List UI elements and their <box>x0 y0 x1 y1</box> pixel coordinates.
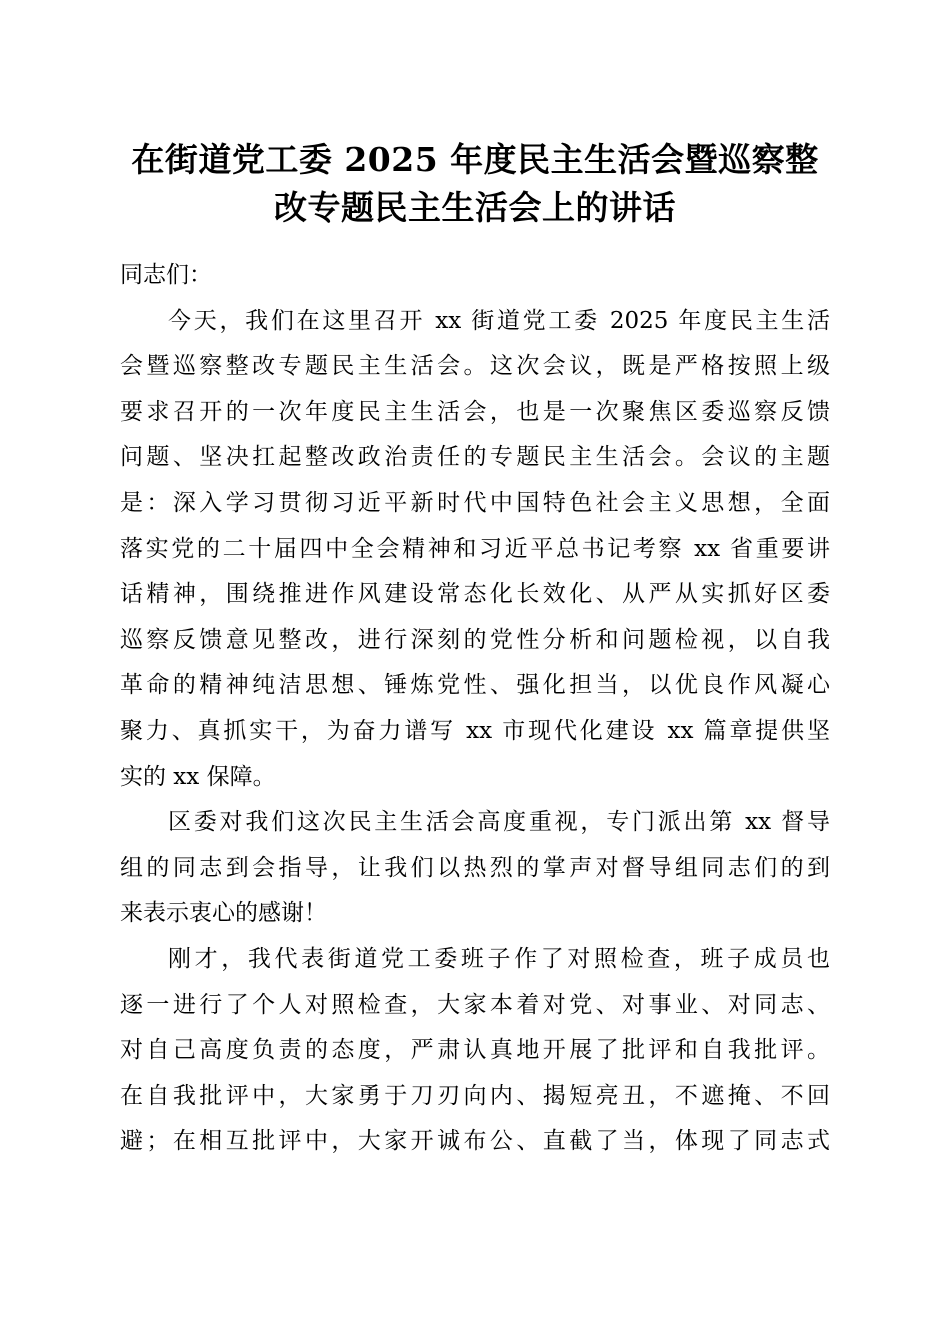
paragraph-line: 革命的精神纯洁思想、锤炼党性、强化担当，以优良作风凝心 <box>120 672 830 699</box>
paragraph-line: 避；在相互批评中，大家开诚布公、直截了当，体现了同志式 <box>120 1128 830 1155</box>
paragraph-line: 在自我批评中，大家勇于刀刃向内、揭短亮丑，不遮掩、不回 <box>120 1082 830 1109</box>
paragraph-2 <box>120 800 830 937</box>
paragraph-line: 来表示衷心的感谢！ <box>120 900 327 927</box>
paragraph-line: 今天，我们在这里召开 xx 街道党工委 2025 年度民主生活 <box>168 307 830 334</box>
paragraph-line: 逐一进行了个人对照检查，大家本着对党、对事业、对同志、 <box>120 991 830 1018</box>
paragraph-line: 话精神，围绕推进作风建设常态化长效化、从严从实抓好区委 <box>120 581 830 608</box>
paragraph-line: 实的 xx 保障。 <box>120 763 276 790</box>
paragraph-line: 会暨巡察整改专题民主生活会。这次会议，既是严格按照上级 <box>120 353 830 380</box>
paragraph-line: 组的同志到会指导，让我们以热烈的掌声对督导组同志们的到 <box>120 854 830 881</box>
salutation: 同志们： <box>120 262 212 288</box>
paragraph-line: 巡察反馈意见整改，进行深刻的党性分析和问题检视，以自我 <box>120 626 830 653</box>
paragraph-line: 区委对我们这次民主生活会高度重视，专门派出第 xx 督导 <box>168 809 830 836</box>
paragraph-line: 刚才，我代表街道党工委班子作了对照检查，班子成员也 <box>168 945 830 972</box>
paragraph-1 <box>120 299 830 801</box>
paragraph-line: 落实党的二十届四中全会精神和习近平总书记考察 xx 省重要讲 <box>120 535 830 562</box>
title-line-1: 在街道党工委 2025 年度民主生活会暨巡察整 <box>131 140 819 179</box>
paragraph-line: 聚力、真抓实干，为奋力谱写 xx 市现代化建设 xx 篇章提供坚 <box>120 717 830 744</box>
document-title <box>110 136 840 232</box>
paragraph-line: 问题、坚决扛起整改政治责任的专题民主生活会。会议的主题 <box>120 444 830 471</box>
paragraph-line: 对自己高度负责的态度，严肃认真地开展了批评和自我批评。 <box>120 1037 830 1064</box>
document-body <box>120 253 830 1165</box>
paragraph-line: 要求召开的一次年度民主生活会，也是一次聚焦区委巡察反馈 <box>120 398 830 425</box>
paragraph-line: 是：深入学习贯彻习近平新时代中国特色社会主义思想，全面 <box>120 489 830 516</box>
title-line-2: 改专题民主生活会上的讲话 <box>274 188 676 227</box>
paragraph-3 <box>120 937 830 1165</box>
